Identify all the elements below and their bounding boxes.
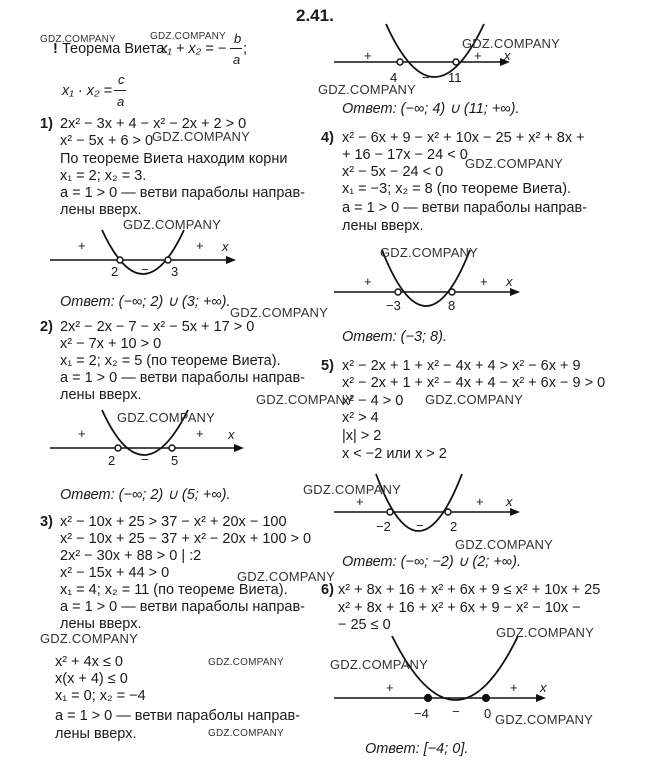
axis-label: x bbox=[540, 680, 547, 695]
watermark: GDZ.COMPANY bbox=[208, 657, 284, 668]
section-6-answer: Ответ: [−4; 0]. bbox=[365, 741, 469, 757]
root-label: 11 bbox=[448, 70, 462, 85]
section-4-answer: Ответ: (−3; 8). bbox=[342, 329, 447, 345]
root-point bbox=[115, 445, 121, 451]
watermark: GDZ.COMPANY bbox=[455, 537, 554, 552]
root-point bbox=[445, 509, 451, 515]
root-point bbox=[387, 509, 393, 515]
section-5-line: x² − 4 > 0 bbox=[342, 393, 404, 409]
section-5-answer: Ответ: (−∞; −2) ∪ (2; +∞). bbox=[342, 554, 521, 570]
watermark: GDZ.COMPANY bbox=[303, 482, 402, 497]
section-3-line: a = 1 > 0 — ветви параболы направ- bbox=[60, 599, 305, 615]
root-label: 2 bbox=[111, 264, 119, 279]
watermark: GDZ.COMPANY bbox=[208, 728, 284, 739]
section-6-line: − 25 ≤ 0 bbox=[338, 617, 391, 633]
section-4-line: x₁ = −3; x₂ = 8 (по теореме Виета). bbox=[342, 181, 572, 197]
root-point bbox=[165, 257, 171, 263]
section-5-number: 5) bbox=[321, 358, 334, 374]
sign-label: − bbox=[422, 70, 430, 85]
section-6-number: 6) bbox=[321, 582, 334, 598]
vieta-prod-den: a bbox=[117, 94, 125, 109]
section-1-line: x² − 5x + 6 > 0 bbox=[60, 133, 154, 149]
section-6-line: x² + 8x + 16 + x² + 6x + 9 − x² − 10x − bbox=[338, 600, 581, 616]
vieta-sum-fraction-bar bbox=[230, 48, 242, 49]
root-point bbox=[397, 59, 403, 65]
graph-1 bbox=[50, 222, 240, 292]
sign-label: − bbox=[141, 262, 149, 277]
section-4-line: + 16 − 17x − 24 < 0 bbox=[342, 147, 468, 163]
sign-label: + bbox=[78, 238, 86, 253]
section-6-line: x² + 4x ≤ 0 bbox=[55, 654, 123, 670]
section-4-number: 4) bbox=[321, 130, 334, 146]
section-1-line: x₁ = 2; x₂ = 3. bbox=[60, 168, 147, 184]
root-label: 8 bbox=[448, 298, 456, 313]
watermark: GDZ.COMPANY bbox=[380, 245, 479, 260]
axis-label: x bbox=[506, 494, 513, 509]
sign-label: + bbox=[78, 426, 86, 441]
sign-label: − bbox=[422, 298, 430, 313]
watermark: GDZ.COMPANY bbox=[117, 410, 216, 425]
sign-label: + bbox=[474, 48, 482, 63]
root-label: 4 bbox=[390, 70, 398, 85]
sign-label: + bbox=[480, 274, 488, 289]
watermark: GDZ.COMPANY bbox=[230, 305, 329, 320]
vieta-prod-lhs: x₁ · x₂ = bbox=[62, 83, 112, 99]
watermark: GDZ.COMPANY bbox=[495, 712, 594, 727]
section-6-line: x₁ = 0; x₂ = −4 bbox=[55, 688, 146, 704]
section-4-line: лены вверх. bbox=[342, 218, 424, 234]
sign-label: + bbox=[510, 680, 518, 695]
graph-6 bbox=[334, 632, 574, 722]
sign-label: + bbox=[196, 238, 204, 253]
watermark: GDZ.COMPANY bbox=[330, 657, 429, 672]
root-point bbox=[395, 289, 401, 295]
watermark: GDZ.COMPANY bbox=[123, 217, 222, 232]
sign-label: + bbox=[196, 426, 204, 441]
section-2-line: x² − 7x + 10 > 0 bbox=[60, 336, 162, 352]
sign-label: + bbox=[364, 274, 372, 289]
vieta-prod-fraction-bar bbox=[114, 90, 126, 91]
sign-label: − bbox=[416, 518, 424, 533]
root-label: −4 bbox=[414, 706, 429, 721]
section-1-line: лены вверх. bbox=[60, 202, 142, 218]
watermark: GDZ.COMPANY bbox=[462, 36, 561, 51]
watermark: GDZ.COMPANY bbox=[256, 392, 355, 407]
root-label: 0 bbox=[484, 706, 492, 721]
sign-label: − bbox=[141, 452, 149, 467]
sign-label: − bbox=[452, 704, 460, 719]
section-1-line: a = 1 > 0 — ветви параболы направ- bbox=[60, 185, 305, 201]
root-label: −3 bbox=[386, 298, 401, 313]
section-6-line: x(x + 4) ≤ 0 bbox=[55, 671, 128, 687]
watermark: GDZ.COMPANY bbox=[465, 156, 564, 171]
axis-label: x bbox=[228, 427, 235, 442]
problem-number: 2.41. bbox=[296, 6, 334, 25]
watermark: GDZ.COMPANY bbox=[237, 569, 336, 584]
axis-arrow-icon bbox=[510, 508, 520, 516]
sign-label: + bbox=[386, 680, 394, 695]
axis-arrow-icon bbox=[234, 444, 244, 452]
root-label: 3 bbox=[171, 264, 179, 279]
section-5-line: x < −2 или x > 2 bbox=[342, 446, 447, 462]
graph-3 bbox=[334, 20, 554, 90]
axis-arrow-icon bbox=[510, 288, 520, 296]
root-label: 5 bbox=[171, 453, 179, 468]
watermark: GDZ.COMPANY bbox=[40, 631, 139, 646]
section-1-line: По теореме Виета находим корни bbox=[60, 151, 288, 167]
root-label: 2 bbox=[108, 453, 116, 468]
section-2-line: x₁ = 2; x₂ = 5 (по теореме Виета). bbox=[60, 353, 281, 369]
root-point bbox=[453, 59, 459, 65]
section-1-line: 2x² − 3x + 4 − x² − 2x + 2 > 0 bbox=[60, 116, 247, 132]
section-3-answer: Ответ: (−∞; 4) ∪ (11; +∞). bbox=[342, 101, 520, 117]
section-3-line: x² − 10x + 25 > 37 − x² + 20x − 100 bbox=[60, 514, 287, 530]
section-4-line: x² − 6x + 9 − x² + 10x − 25 + x² + 8x + bbox=[342, 130, 585, 146]
section-4-line: x² − 5x − 24 < 0 bbox=[342, 164, 444, 180]
watermark: GDZ.COMPANY bbox=[318, 82, 417, 97]
watermark: GDZ.COMPANY bbox=[425, 392, 524, 407]
watermark: GDZ.COMPANY bbox=[496, 625, 595, 640]
section-6-line: a = 1 > 0 — ветви параболы направ- bbox=[55, 708, 300, 724]
vieta-sum-tail: ; bbox=[243, 41, 248, 57]
axis-label: x bbox=[506, 274, 513, 289]
section-2-answer: Ответ: (−∞; 2) ∪ (5; +∞). bbox=[60, 487, 231, 503]
axis-arrow-icon bbox=[536, 694, 546, 702]
section-5-line: x² > 4 bbox=[342, 410, 379, 426]
section-2-line: a = 1 > 0 — ветви параболы направ- bbox=[60, 370, 305, 386]
section-2-number: 2) bbox=[40, 319, 53, 335]
section-2-line: 2x² − 2x − 7 − x² − 5x + 17 > 0 bbox=[60, 319, 255, 335]
section-3-line: x² − 15x + 44 > 0 bbox=[60, 565, 170, 581]
vieta-prod-num: c bbox=[118, 72, 125, 87]
section-5-line: x² − 2x + 1 + x² − 4x + 4 > x² − 6x + 9 bbox=[342, 358, 581, 374]
section-1-number: 1) bbox=[40, 116, 53, 132]
vieta-sum-num: b bbox=[234, 31, 242, 46]
vieta-sum-lhs: x₁ + x₂ = − bbox=[160, 41, 227, 57]
section-6-line: лены вверх. bbox=[55, 726, 137, 742]
sign-label: + bbox=[364, 48, 372, 63]
axis-arrow-icon bbox=[226, 256, 236, 264]
sign-label: + bbox=[356, 494, 364, 509]
root-point bbox=[425, 695, 432, 702]
vieta-mark: ! bbox=[53, 41, 58, 57]
section-5-line: |x| > 2 bbox=[342, 428, 382, 444]
root-point bbox=[483, 695, 490, 702]
axis-label: x bbox=[504, 48, 511, 63]
root-point bbox=[169, 445, 175, 451]
root-label: 2 bbox=[450, 519, 458, 534]
section-3-line: 2x² − 30x + 88 > 0 | :2 bbox=[60, 548, 202, 564]
section-1-answer: Ответ: (−∞; 2) ∪ (3; +∞). bbox=[60, 294, 231, 310]
section-4-line: a = 1 > 0 — ветви параболы направ- bbox=[342, 200, 587, 216]
vieta-sum-den: a bbox=[233, 52, 241, 67]
section-3-line: лены вверх. bbox=[60, 616, 142, 632]
section-6-line: x² + 8x + 16 + x² + 6x + 9 ≤ x² + 10x + 25 bbox=[338, 582, 601, 598]
section-3-line: x₁ = 4; x₂ = 11 (по теореме Виета). bbox=[60, 582, 288, 598]
section-5-line: x² − 2x + 1 + x² − 4x + 4 − x² + 6x − 9 > 0 bbox=[342, 375, 606, 391]
vieta-label: Теорема Виета: bbox=[62, 41, 169, 57]
section-3-number: 3) bbox=[40, 514, 53, 530]
root-label: −2 bbox=[376, 519, 391, 534]
watermark: GDZ.COMPANY bbox=[40, 34, 116, 45]
section-2-line: лены вверх. bbox=[60, 387, 142, 403]
sign-label: + bbox=[476, 494, 484, 509]
section-3-line: x² − 10x + 25 − 37 + x² − 20x + 100 > 0 bbox=[60, 531, 312, 547]
axis-label: x bbox=[222, 239, 229, 254]
watermark: GDZ.COMPANY bbox=[150, 31, 226, 42]
watermark: GDZ.COMPANY bbox=[152, 129, 251, 144]
root-point bbox=[117, 257, 123, 263]
root-point bbox=[449, 289, 455, 295]
